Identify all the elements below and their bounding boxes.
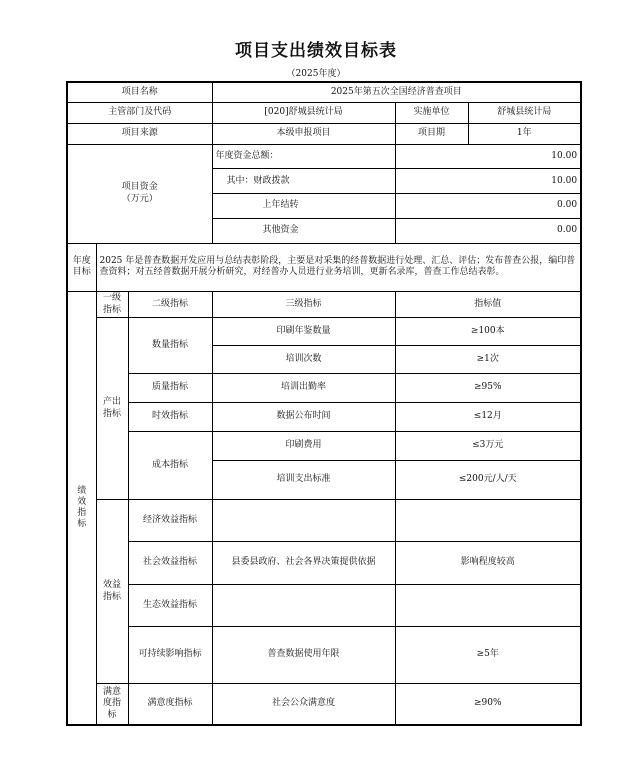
dept-value: [020]舒城县统计局 xyxy=(212,103,395,124)
row-social xyxy=(67,542,581,584)
unit-label: 实施单位 xyxy=(395,103,468,124)
funds-total-label: 年度资金总额： xyxy=(212,144,395,169)
satisfaction-name: 社会公众满意度 xyxy=(212,684,395,726)
unit-value: 舒城县统计局 xyxy=(468,103,581,124)
header-value: 指标值 xyxy=(395,292,581,318)
row-funds-total xyxy=(67,144,581,169)
timeliness-value: ≤12月 xyxy=(395,402,581,431)
period-value: 1年 xyxy=(468,123,581,144)
satisfaction-indicators-label: 满意 度指 标 xyxy=(96,684,128,726)
row-ecological xyxy=(67,584,581,626)
c2-value: ≤200元/人/天 xyxy=(395,460,581,499)
social-name: 县委县政府、社会各界决策提供依据 xyxy=(212,542,395,584)
page-subtitle: （2025年度） xyxy=(286,69,346,79)
quality-value: ≥95% xyxy=(395,373,581,402)
sustainable-value: ≥5年 xyxy=(395,627,581,684)
quality-indicator: 质量指标 xyxy=(128,373,212,402)
row-department xyxy=(67,103,581,124)
funds-total-value: 10.00 xyxy=(395,144,581,169)
q2-name: 培训次数 xyxy=(212,346,395,374)
c1-name: 印刷费用 xyxy=(212,431,395,460)
funds-carryover-value: 0.00 xyxy=(395,194,581,219)
performance-table xyxy=(66,81,582,726)
header-level3: 三级指标 xyxy=(212,292,395,318)
ecological-name xyxy=(212,584,395,626)
timeliness-indicator: 时效指标 xyxy=(128,402,212,431)
funds-fiscal-value: 10.00 xyxy=(395,169,581,194)
row-project-name xyxy=(67,82,581,103)
quantity-indicator: 数量指标 xyxy=(128,318,212,374)
economic-value xyxy=(395,500,581,542)
cost-indicator: 成本指标 xyxy=(128,431,212,499)
funds-other-label: 其他资金 xyxy=(212,218,395,243)
ecological-indicator: 生态效益指标 xyxy=(128,584,212,626)
funds-label: 项目资金 （万元） xyxy=(67,144,212,243)
output-indicators-label: 产出 指标 xyxy=(96,318,128,500)
funds-carryover-label: 上年结转 xyxy=(212,194,395,219)
row-quality xyxy=(67,373,581,402)
q1-name: 印刷年鉴数量 xyxy=(212,318,395,346)
row-sustainable xyxy=(67,627,581,684)
source-value: 本级申报项目 xyxy=(212,123,395,144)
annual-goal-label: 年度 目标 xyxy=(67,243,96,292)
timeliness-name: 数据公布时间 xyxy=(212,402,395,431)
row-satisfaction xyxy=(67,684,581,726)
project-name-value: 2025年第五次全国经济普查项目 xyxy=(212,82,581,103)
row-annual-goal xyxy=(67,243,581,292)
period-label: 项目期 xyxy=(395,123,468,144)
ecological-value xyxy=(395,584,581,626)
economic-name xyxy=(212,500,395,542)
sustainable-name: 普查数据使用年限 xyxy=(212,627,395,684)
economic-indicator: 经济效益指标 xyxy=(128,500,212,542)
header-level1: 一级 指标 xyxy=(96,292,128,318)
funds-other-value: 0.00 xyxy=(395,218,581,243)
social-indicator: 社会效益指标 xyxy=(128,542,212,584)
row-quantity-1 xyxy=(67,318,581,346)
satisfaction-indicator: 满意度指标 xyxy=(128,684,212,726)
performance-indicators-label: 绩 效 指 标 xyxy=(67,292,96,725)
row-timeliness xyxy=(67,402,581,431)
row-economic xyxy=(67,500,581,542)
row-indicator-header xyxy=(67,292,581,318)
social-value: 影响程度较高 xyxy=(395,542,581,584)
benefit-indicators-label: 效益 指标 xyxy=(96,500,128,684)
row-cost-1 xyxy=(67,431,581,460)
page-title: 项目支出绩效目标表 xyxy=(235,41,397,61)
c2-name: 培训支出标准 xyxy=(212,460,395,499)
header-level2: 二级指标 xyxy=(128,292,212,318)
quality-name: 培训出勤率 xyxy=(212,373,395,402)
dept-label: 主管部门及代码 xyxy=(67,103,212,124)
source-label: 项目来源 xyxy=(67,123,212,144)
funds-fiscal-label: 其中：财政拨款 xyxy=(212,169,395,194)
annual-goal-text: 2025 年是普查数据开发应用与总结表彰阶段，主要是对采集的经普数据进行处理、汇总、评估；发布普查公报，编印普查资料；对五经普数据开展分析研究，对经普办人员进行业务培训，更新名录库，普查工作总结表彰。 xyxy=(96,243,581,292)
q2-value: ≥1次 xyxy=(395,346,581,374)
c1-value: ≤3万元 xyxy=(395,431,581,460)
satisfaction-value: ≥90% xyxy=(395,684,581,726)
row-source xyxy=(67,123,581,144)
sustainable-indicator: 可持续影响指标 xyxy=(128,627,212,684)
q1-value: ≥100本 xyxy=(395,318,581,346)
project-name-label: 项目名称 xyxy=(67,82,212,103)
